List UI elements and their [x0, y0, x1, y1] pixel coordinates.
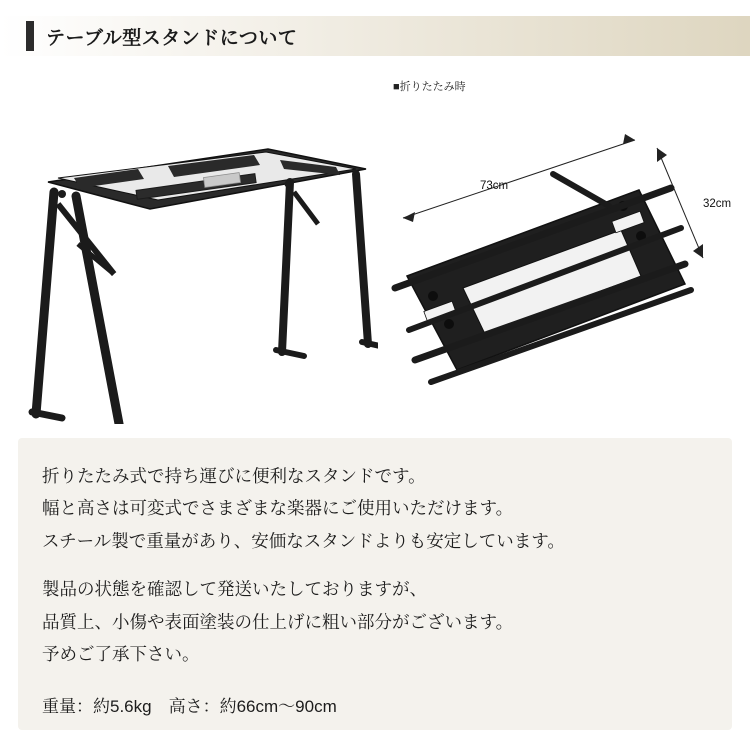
- folded-state-label: ■折りたたみ時: [393, 81, 466, 93]
- keyboard-stand-open-photo: [18, 74, 378, 424]
- description-line: 品質上、小傷や表面塗装の仕上げに粗い部分がございます。: [42, 611, 514, 632]
- product-spec-line: 重量：約5.6kg 高さ：約66cm〜90cm: [42, 697, 337, 717]
- description-line: 折りたたみ式で持ち運びに便利なスタンドです。: [42, 466, 426, 486]
- page-title: テーブル型スタンドについて: [46, 27, 298, 49]
- description-line: スチール製で重量があり、安価なスタンドよりも安定しています。: [42, 530, 565, 551]
- product-photo-area: [0, 56, 750, 428]
- description-line: 予めご了承下さい。: [42, 643, 200, 664]
- description-line: 幅と高さは可変式でさまざまな楽器にご使用いただけます。: [42, 498, 514, 519]
- description-line: 製品の状態を確認して発送いたしておりますが、: [42, 579, 427, 600]
- dimension-width-label: 73cm: [480, 180, 509, 192]
- paragraph-gap: [42, 557, 714, 573]
- stand-open-illustration: [18, 74, 378, 424]
- header-accent-bar: [26, 21, 34, 51]
- description-text-block: [42, 460, 714, 717]
- description-panel: [18, 438, 732, 730]
- dimension-height-label: 32cm: [703, 198, 732, 210]
- keyboard-stand-folded-photo: [385, 78, 740, 418]
- section-header: [0, 16, 750, 56]
- stand-folded-illustration: [385, 78, 740, 418]
